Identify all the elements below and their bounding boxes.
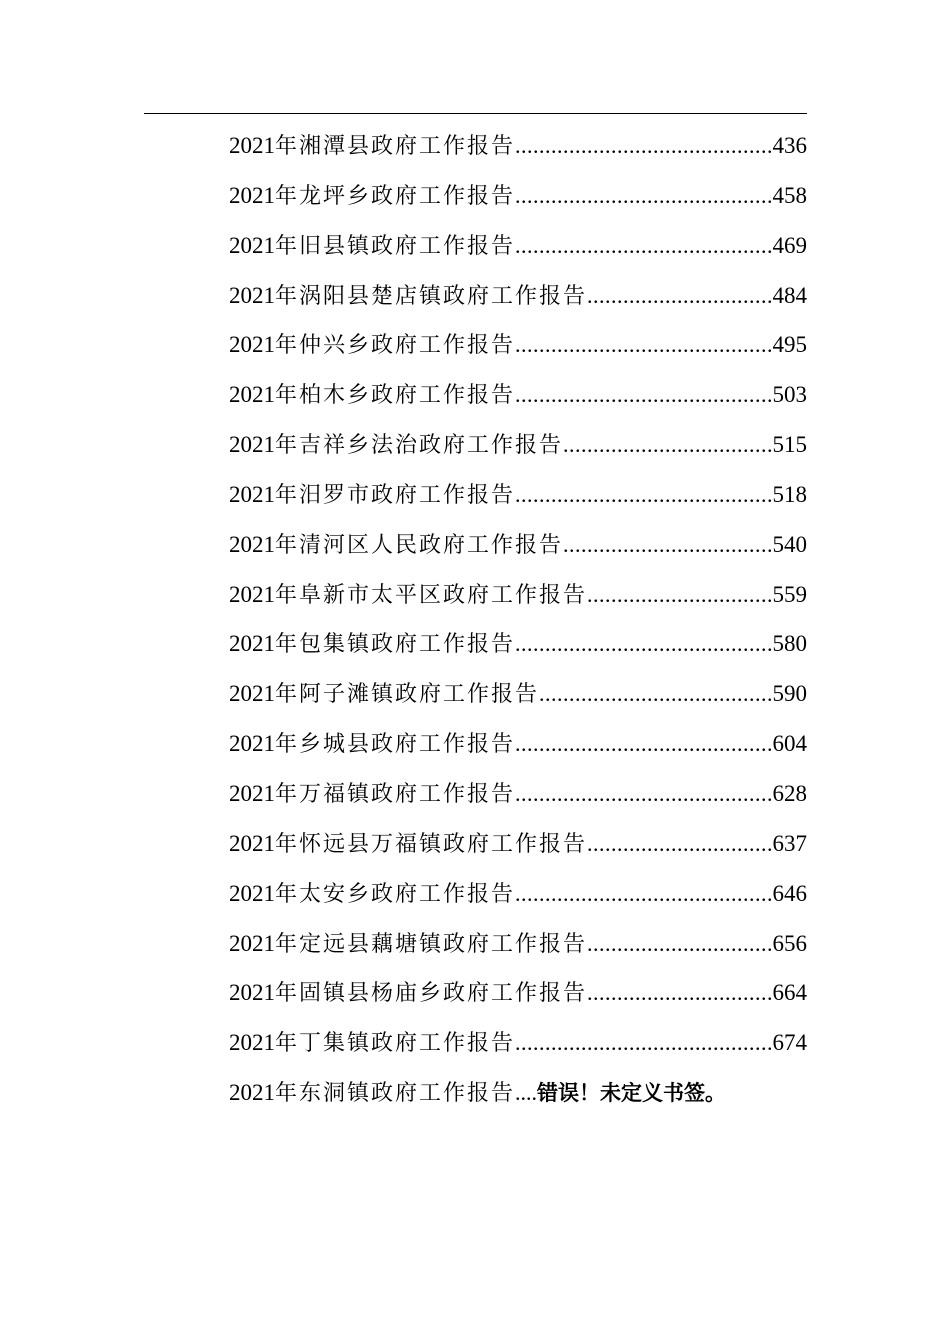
toc-entry-leader <box>515 619 772 669</box>
toc-entry-title <box>229 1068 515 1118</box>
toc-entry-page-number: 540 <box>772 531 807 557</box>
toc-entry[interactable] <box>229 221 807 271</box>
toc-entry-year: 2021 <box>229 332 275 358</box>
toc-entry[interactable] <box>229 919 807 969</box>
toc-entry-page-number: 590 <box>772 681 807 707</box>
toc-entry-title-text: 年万福镇政府工作报告 <box>275 781 516 807</box>
toc-entry[interactable] <box>229 420 807 470</box>
toc-entry-leader <box>515 171 772 221</box>
toc-entry-title <box>229 470 515 520</box>
toc-entry-page-number: 559 <box>772 581 807 607</box>
toc-entry-title-text: 年定远县藕塘镇政府工作报告 <box>275 931 588 957</box>
toc-entry-title <box>229 121 515 171</box>
toc-entry[interactable] <box>229 819 807 869</box>
toc-entry-year: 2021 <box>229 980 275 1006</box>
toc-entry-title <box>229 919 587 969</box>
table-of-contents <box>229 121 807 1118</box>
toc-entry-title <box>229 669 539 719</box>
toc-entry[interactable] <box>229 1018 807 1068</box>
toc-entry-title <box>229 271 587 321</box>
toc-entry-year: 2021 <box>229 481 275 507</box>
toc-entry[interactable] <box>229 470 807 520</box>
toc-entry-title-text: 年汨罗市政府工作报告 <box>275 482 516 508</box>
toc-entry-title <box>229 819 587 869</box>
toc-entry-page-number: 458 <box>772 182 807 208</box>
toc-entry-leader <box>563 420 772 470</box>
toc-entry-title-text: 年包集镇政府工作报告 <box>275 632 516 658</box>
toc-entry-page-number: 518 <box>772 481 807 507</box>
toc-entry-title-text: 年清河区人民政府工作报告 <box>275 532 564 558</box>
toc-entry-year: 2021 <box>229 1080 275 1106</box>
toc-entry-leader: .... <box>515 1080 538 1106</box>
toc-entry-leader <box>587 570 772 620</box>
toc-entry-page-number: 656 <box>772 930 807 956</box>
toc-entry-page-number: 484 <box>772 282 807 308</box>
toc-entry-year: 2021 <box>229 880 275 906</box>
toc-entry-title <box>229 370 515 420</box>
toc-entry-title-text: 年阿子滩镇政府工作报告 <box>275 682 540 708</box>
toc-entry[interactable] <box>229 520 807 570</box>
toc-entry[interactable] <box>229 171 807 221</box>
toc-entry[interactable] <box>229 968 807 1018</box>
toc-entry-leader <box>587 968 772 1018</box>
toc-entry-title <box>229 420 563 470</box>
toc-entry-page-number: 436 <box>772 133 807 158</box>
header-rule <box>144 113 807 114</box>
toc-entry[interactable] <box>229 619 807 669</box>
toc-entry-leader <box>587 271 772 321</box>
toc-entry-title <box>229 869 515 919</box>
toc-entry-year: 2021 <box>229 731 275 757</box>
toc-entry-page-number: 515 <box>772 432 807 458</box>
toc-entry-page-number: 580 <box>772 631 807 657</box>
toc-entry-title <box>229 171 515 221</box>
toc-entry-error-message: 错误！未定义书签。 <box>537 1081 727 1106</box>
toc-entry[interactable] <box>229 719 807 769</box>
toc-entry-title <box>229 769 515 819</box>
toc-entry[interactable] <box>229 869 807 919</box>
toc-entry-page-number: 495 <box>772 332 807 358</box>
toc-entry-year: 2021 <box>229 930 275 956</box>
toc-entry-leader <box>515 719 772 769</box>
toc-entry-year: 2021 <box>229 282 275 308</box>
toc-entry-year: 2021 <box>229 581 275 607</box>
toc-entry-title-text: 年涡阳县楚店镇政府工作报告 <box>275 283 588 309</box>
toc-entry-leader <box>515 1018 772 1068</box>
toc-entry-year: 2021 <box>229 631 275 657</box>
toc-entry-page-number: 637 <box>772 830 807 856</box>
toc-entry-title-text: 年旧县镇政府工作报告 <box>275 233 516 259</box>
toc-entry-year: 2021 <box>229 232 275 258</box>
toc-entry-leader <box>563 520 772 570</box>
toc-entry-title-text: 年吉祥乡法治政府工作报告 <box>275 433 564 459</box>
toc-entry-page-number: 664 <box>772 980 807 1006</box>
toc-entry-leader <box>587 919 772 969</box>
toc-entry-title-text: 年柏木乡政府工作报告 <box>275 383 516 409</box>
toc-entry-year: 2021 <box>229 432 275 458</box>
toc-entry-title-text: 年湘潭县政府工作报告 <box>275 134 516 159</box>
toc-entry-leader <box>515 121 772 171</box>
toc-entry-page-number: 674 <box>772 1030 807 1056</box>
toc-entry-page-number: 604 <box>772 731 807 757</box>
toc-entry-year: 2021 <box>229 780 275 806</box>
toc-entry-title-text: 年固镇县杨庙乡政府工作报告 <box>275 981 588 1007</box>
toc-entry-page-number: 503 <box>772 382 807 408</box>
toc-entry[interactable] <box>229 121 807 171</box>
toc-entry[interactable] <box>229 669 807 719</box>
toc-entry-title <box>229 719 515 769</box>
toc-entry-title-text: 年太安乡政府工作报告 <box>275 881 516 907</box>
toc-entry-leader <box>515 221 772 271</box>
toc-entry-leader <box>587 819 772 869</box>
toc-entry-year: 2021 <box>229 133 275 158</box>
toc-entry-title <box>229 968 587 1018</box>
toc-entry[interactable] <box>229 570 807 620</box>
toc-entry-page-number: 469 <box>772 232 807 258</box>
toc-entry-title-text: 年仲兴乡政府工作报告 <box>275 333 516 359</box>
toc-entry-leader <box>539 669 772 719</box>
toc-entry-year: 2021 <box>229 1030 275 1056</box>
toc-entry-year: 2021 <box>229 830 275 856</box>
toc-entry-leader <box>515 769 772 819</box>
toc-entry-title <box>229 221 515 271</box>
toc-entry-title <box>229 1018 515 1068</box>
toc-entry-year: 2021 <box>229 531 275 557</box>
toc-entry-leader <box>515 869 772 919</box>
toc-entry-page-number: 628 <box>772 780 807 806</box>
toc-entry-leader <box>515 320 772 370</box>
toc-entry-title-text: 年龙坪乡政府工作报告 <box>275 183 516 209</box>
toc-entry-title <box>229 570 587 620</box>
toc-entry-title <box>229 320 515 370</box>
toc-entry-title-text: 年怀远县万福镇政府工作报告 <box>275 831 588 857</box>
toc-entry-year: 2021 <box>229 382 275 408</box>
toc-entry[interactable] <box>229 271 807 321</box>
toc-entry-title <box>229 520 563 570</box>
toc-entry-title <box>229 619 515 669</box>
toc-entry-page-number: 646 <box>772 880 807 906</box>
toc-entry-title-text: 年阜新市太平区政府工作报告 <box>275 582 588 608</box>
toc-entry-leader <box>515 470 772 520</box>
toc-entry-error[interactable] <box>229 1068 807 1118</box>
toc-entry-title-text: 年丁集镇政府工作报告 <box>275 1031 516 1057</box>
toc-entry-year: 2021 <box>229 681 275 707</box>
toc-entry-leader <box>515 370 772 420</box>
toc-entry[interactable] <box>229 370 807 420</box>
toc-entry[interactable] <box>229 769 807 819</box>
toc-entry-year: 2021 <box>229 182 275 208</box>
toc-entry[interactable] <box>229 320 807 370</box>
toc-entry-title-text: 年乡城县政府工作报告 <box>275 732 516 758</box>
toc-entry-title-text: 年东洞镇政府工作报告 <box>275 1081 516 1107</box>
